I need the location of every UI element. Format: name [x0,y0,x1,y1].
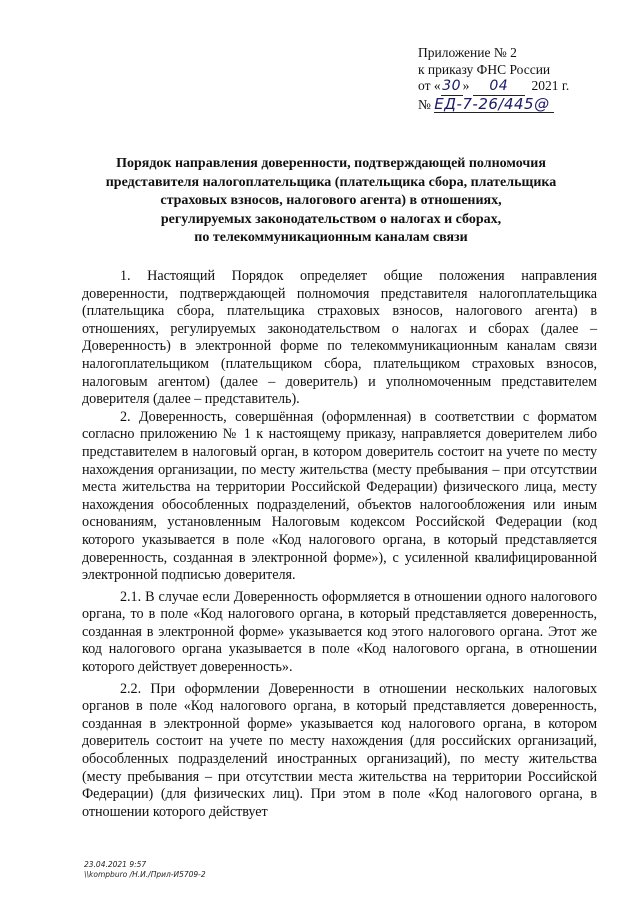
paragraph-1: 1. Настоящий Порядок определяет общие положения направления доверенности, подтверждающей полномочия представителя налогоплательщика (плательщика сбора, плательщика страховых взносов, налогового агента) в отношениях, регулируемых законодательством о налогах и сборах (далее – Доверенность) в электронной форме по телекоммуникационным каналам связи налогоплательщиком (плательщиком сбора, плательщиком страховых взносов, налоговым агентом) (далее – доверитель) и уполномоченным представителем доверителя (далее – представитель). [82,268,597,408]
print-stamp [84,860,206,880]
number-prefix: № [418,96,435,112]
appendix-order-number [418,96,618,114]
paragraph-2-2: 2.2. При оформлении Доверенности в отношении нескольких налоговых органов в поле «Код налогового органа, в который представляется доверенность, созданная в электронной форме» указывается код налогового органа, в котором доверитель состоит на учете по месту нахождения (для российских организаций, обособленных подразделений иностранных организаций), по месту жительства (месту пребывания – при отсутствии места жительства на территории Российской Федерации) (для физических лиц). При этом в поле «Код налогового органа, в отношении которого действует [82,680,597,820]
date-mid: » [462,78,473,93]
handwritten-day: 30 [442,78,462,94]
title-line: Порядок направления доверенности, подтверждающей полномочия [116,156,546,171]
date-prefix: от « [418,78,441,93]
print-path: \\kompburo /Н.И./Прил-И5709-2 [84,870,206,879]
paragraph-2: 2. Доверенность, совершённая (оформленная) в соответствии с форматом согласно приложению № 1 к настоящему приказу, направляется доверителем либо представителем в налоговый орган, в котором доверитель состоит на учете по месту нахождения организации, по месту жительства (месту пребывания – при отсутствии места жительства на территории Российской Федерации) физического лица, месту нахождения обособленных подразделений, объектов налогообложения или иным основаниям, установленным Налоговым кодексом Российской Федерации (код которого указывается в поле «Код налогового органа, в который представляется доверенность, созданная в электронной форме»), с усиленной квалифицированной электронной подписью доверителя. [82,408,597,584]
appendix-order-ref: к приказу ФНС России [418,61,551,77]
title-line: страховых взносов, налогового агента) в отношениях, [160,193,502,209]
appendix-header [418,45,618,113]
appendix-date [418,78,618,96]
handwritten-order-number: ЕД-7-26/445@ [434,96,554,114]
title-line: по телекоммуникационным каналам связи [194,230,468,246]
title-line: регулируемых законодательством о налогах и сборах, [160,211,502,227]
document-title [96,155,566,248]
paragraph-2-1: 2.1. В случае если Доверенность оформляется в отношении одного налогового органа, то в поле «Код налогового органа, в который представляется доверенность, созданная в электронной форме» указывается код этого налогового органа. Этот же код налогового органа указывается в поле «Код налогового органа, в отношении которого действует доверенность». [82,588,597,676]
title-line: представителя налогоплательщика (плательщика сбора, плательщика [105,174,557,190]
document-body [82,268,597,821]
appendix-number: Приложение № 2 [418,45,517,60]
print-timestamp: 23.04.2021 9:57 [84,860,147,869]
date-year: 2021 г. [531,78,570,93]
handwritten-month: 04 [473,78,525,96]
